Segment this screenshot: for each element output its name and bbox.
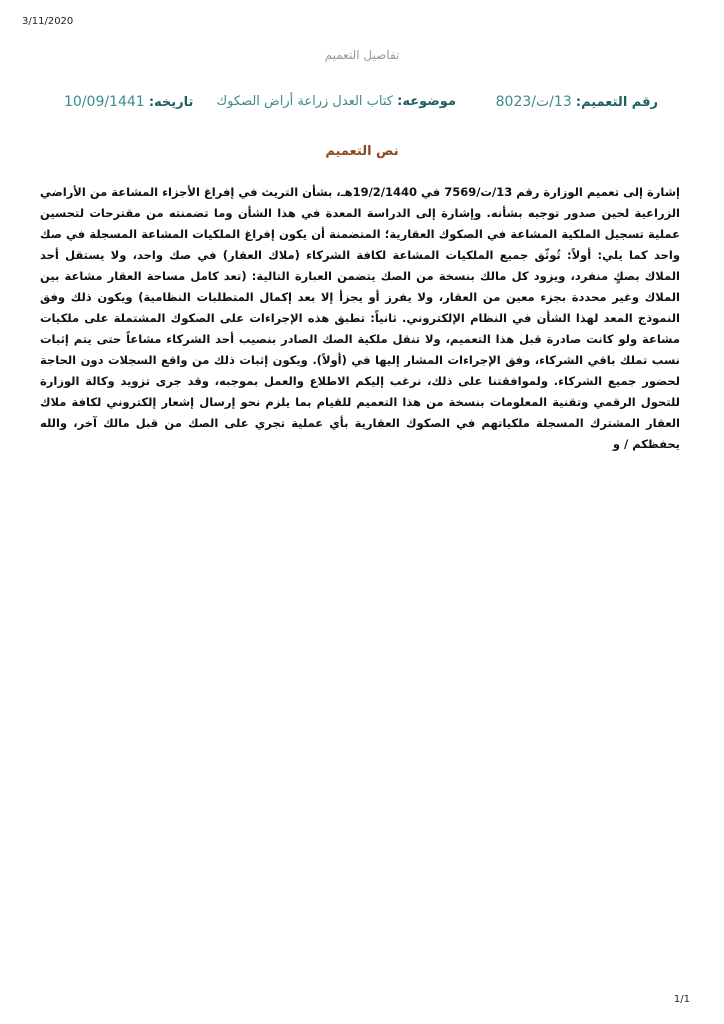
circular-meta-row <box>64 94 658 114</box>
section-title: نص التعميم <box>325 144 399 159</box>
circular-number-label: رقم التعميم: <box>575 95 658 110</box>
circular-body-text: إشارة إلى تعميم الوزارة رقم 13/ت/7569 في 19/2/1440هـ، بشأن التريث في إفراغ الأجزاء المشاعة من الأراضي الزراعية لحين صدور توجيه بشأنه. وإشارة إلى الدراسة المعدة في هذا الشأن وما تضمنته من مقترحات لتحسين عملية تسجيل الملكية المشاعة في الصكوك العقارية؛ المتضمنة أن يكون إفراغ الملكيات المشاعة المسجلة في صك واحد كما يلي: أولاً: تُوثّق جميع الملكيات المشاعة لكافة الشركاء (ملاك العقار) في صك واحد، ولا يستقل أحد الملاك بصكٍ منفرد، ويزود كل مالك بنسخة من الصك يتضمن العبارة التالية: (تعد كامل مساحة العقار مشاعة بين الملاك وغير محددة بجزء معين من العقار، ولا يفرز أو يجزأ إلا بعد إكمال المتطلبات النظامية) ويكون ذلك وفق النموذج المعد لهذا الشأن في النظام الإلكتروني. ثانياً: تطبق هذه الإجراءات على الصكوك المشتملة على ملكيات مشاعة ولو كانت صادرة قبل هذا التعميم، ولا تنقل ملكية الصك الصادر بنصيب أحد الشركاء مشاعاً حتى يتم إثبات نسب تملك باقي الشركاء، وفق الإجراءات المشار إليها في (أولاً). ويكون إثبات ذلك من واقع السجلات دون الحاجة لحضور جميع الشركاء. ولموافقتنا على ذلك، نرغب إليكم الاطلاع والعمل بموجبه، وقد جرى تزويد وكالة الوزارة للتحول الرقمي وتقنية المعلومات بنسخة من هذا التعميم للقيام بما يلزم نحو إرسال إشعار إلكتروني لكافة ملاك العقار المشترك المسجلة ملكياتهم في الصكوك العقارية بأي عملية تجري على الصك من قبل مالك آخر، والله يحفظكم / و <box>40 185 680 451</box>
circular-date-value: 10/09/1441 <box>64 94 145 110</box>
circular-subject <box>216 94 456 109</box>
circular-number <box>496 94 658 110</box>
circular-date-label: تاريخه: <box>148 95 194 110</box>
circular-number-value: 13/ت/8023 <box>495 94 572 110</box>
print-date: 3/11/2020 <box>22 16 74 27</box>
circular-date <box>64 94 193 110</box>
page-heading: تفاصيل التعميم <box>324 48 400 62</box>
circular-subject-value: كتاب العدل زراعة أراض الصكوك <box>216 94 393 109</box>
circular-subject-label: موضوعه: <box>397 94 456 109</box>
page-number: 1/1 <box>673 994 690 1005</box>
